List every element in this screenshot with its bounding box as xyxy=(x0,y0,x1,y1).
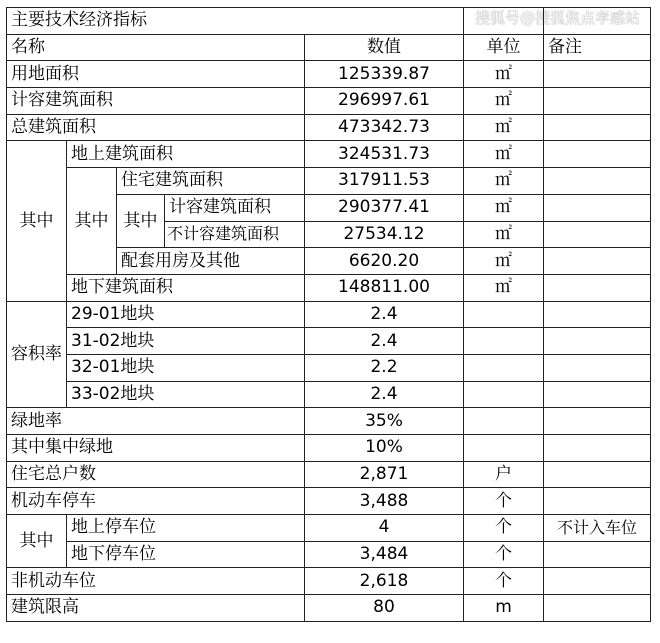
row-label: 地下建筑面积 xyxy=(67,274,305,301)
row-note xyxy=(544,168,651,195)
row-label: 住宅总户数 xyxy=(7,461,305,488)
table-row xyxy=(7,408,651,435)
table-row xyxy=(7,168,651,195)
row-note xyxy=(544,435,651,462)
table-row xyxy=(7,515,651,542)
row-note xyxy=(544,541,651,568)
row-note xyxy=(544,301,651,328)
row-value: 4 xyxy=(305,515,464,542)
row-value: 27534.12 xyxy=(305,221,464,248)
header-value: 数值 xyxy=(305,34,464,61)
row-note xyxy=(544,194,651,221)
row-unit: ㎡ xyxy=(464,248,544,275)
row-note xyxy=(544,328,651,355)
row-value: 2,618 xyxy=(305,568,464,595)
table-row xyxy=(7,328,651,355)
row-label: 地上建筑面积 xyxy=(67,141,305,168)
table-row xyxy=(7,88,651,115)
row-note xyxy=(544,568,651,595)
group-label-rongjilv: 容积率 xyxy=(7,301,67,408)
row-unit: 个 xyxy=(464,541,544,568)
row-value: 296997.61 xyxy=(305,88,464,115)
row-note xyxy=(544,354,651,381)
row-label: 总建筑面积 xyxy=(7,114,305,141)
row-unit: ㎡ xyxy=(464,221,544,248)
row-value: 6620.20 xyxy=(305,248,464,275)
table-row xyxy=(7,354,651,381)
row-value: 317911.53 xyxy=(305,168,464,195)
row-note xyxy=(544,408,651,435)
row-unit: ㎡ xyxy=(464,88,544,115)
row-label: 地上停车位 xyxy=(67,515,305,542)
row-note xyxy=(544,114,651,141)
row-unit xyxy=(464,408,544,435)
row-label: 其中集中绿地 xyxy=(7,435,305,462)
row-note xyxy=(544,595,651,622)
table-row xyxy=(7,568,651,595)
row-note xyxy=(544,488,651,515)
technical-indicators-table xyxy=(6,7,651,622)
watermark-text: 搜狐号@搜狐焦点孝感站 xyxy=(475,9,641,27)
row-value: 290377.41 xyxy=(305,194,464,221)
table-title: 主要技术经济指标 xyxy=(7,8,464,35)
group-label-qizhong: 其中 xyxy=(7,141,67,301)
header-name: 名称 xyxy=(7,34,305,61)
table-row xyxy=(7,114,651,141)
row-label: 33-02地块 xyxy=(67,381,305,408)
table-row xyxy=(7,61,651,88)
group-label-qizhong: 其中 xyxy=(7,515,67,568)
row-note xyxy=(544,141,651,168)
row-value: 3,484 xyxy=(305,541,464,568)
row-unit: m xyxy=(464,595,544,622)
row-unit: ㎡ xyxy=(464,114,544,141)
row-label: 非机动车位 xyxy=(7,568,305,595)
header-unit: 单位 xyxy=(464,34,544,61)
row-note xyxy=(544,88,651,115)
row-value: 2,871 xyxy=(305,461,464,488)
row-value: 2.2 xyxy=(305,354,464,381)
row-unit: 个 xyxy=(464,568,544,595)
table-row xyxy=(7,435,651,462)
row-unit: ㎡ xyxy=(464,61,544,88)
row-label: 配套用房及其他 xyxy=(117,248,305,275)
row-label: 机动车停车 xyxy=(7,488,305,515)
group-label-qizhong: 其中 xyxy=(67,168,117,275)
row-unit: ㎡ xyxy=(464,141,544,168)
row-unit: 个 xyxy=(464,515,544,542)
row-note xyxy=(544,248,651,275)
table-row xyxy=(7,381,651,408)
row-value: 3,488 xyxy=(305,488,464,515)
table-row xyxy=(7,274,651,301)
row-value: 2.4 xyxy=(305,381,464,408)
table-row xyxy=(7,461,651,488)
row-label: 建筑限高 xyxy=(7,595,305,622)
row-note xyxy=(544,274,651,301)
row-label: 地下停车位 xyxy=(67,541,305,568)
row-value: 125339.87 xyxy=(305,61,464,88)
table-row xyxy=(7,301,651,328)
row-label: 29-01地块 xyxy=(67,301,305,328)
row-value: 10% xyxy=(305,435,464,462)
row-label: 计容建筑面积 xyxy=(165,194,305,221)
row-label: 不计容建筑面积 xyxy=(165,221,305,248)
row-unit xyxy=(464,301,544,328)
row-value: 324531.73 xyxy=(305,141,464,168)
row-unit: ㎡ xyxy=(464,274,544,301)
table-row xyxy=(7,488,651,515)
group-label-qizhong: 其中 xyxy=(117,194,165,247)
row-value: 2.4 xyxy=(305,301,464,328)
row-label: 用地面积 xyxy=(7,61,305,88)
table-row xyxy=(7,595,651,622)
table-row xyxy=(7,541,651,568)
row-label: 32-01地块 xyxy=(67,354,305,381)
header-note: 备注 xyxy=(544,34,651,61)
row-unit xyxy=(464,381,544,408)
row-label: 住宅建筑面积 xyxy=(117,168,305,195)
row-value: 35% xyxy=(305,408,464,435)
row-value: 2.4 xyxy=(305,328,464,355)
header-row xyxy=(7,34,651,61)
row-unit xyxy=(464,354,544,381)
row-note xyxy=(544,221,651,248)
row-unit: ㎡ xyxy=(464,194,544,221)
row-unit: 户 xyxy=(464,461,544,488)
row-value: 80 xyxy=(305,595,464,622)
row-note xyxy=(544,61,651,88)
row-note: 不计入车位 xyxy=(544,515,651,542)
row-label: 计容建筑面积 xyxy=(7,88,305,115)
row-note xyxy=(544,381,651,408)
row-value: 148811.00 xyxy=(305,274,464,301)
row-unit: 个 xyxy=(464,488,544,515)
row-label: 绿地率 xyxy=(7,408,305,435)
row-value: 473342.73 xyxy=(305,114,464,141)
title-row xyxy=(7,8,651,35)
title-blank-cell xyxy=(464,8,544,35)
row-unit: ㎡ xyxy=(464,168,544,195)
row-note xyxy=(544,461,651,488)
row-unit xyxy=(464,435,544,462)
row-label: 31-02地块 xyxy=(67,328,305,355)
title-blank-cell xyxy=(544,8,651,35)
row-unit xyxy=(464,328,544,355)
table-row xyxy=(7,141,651,168)
